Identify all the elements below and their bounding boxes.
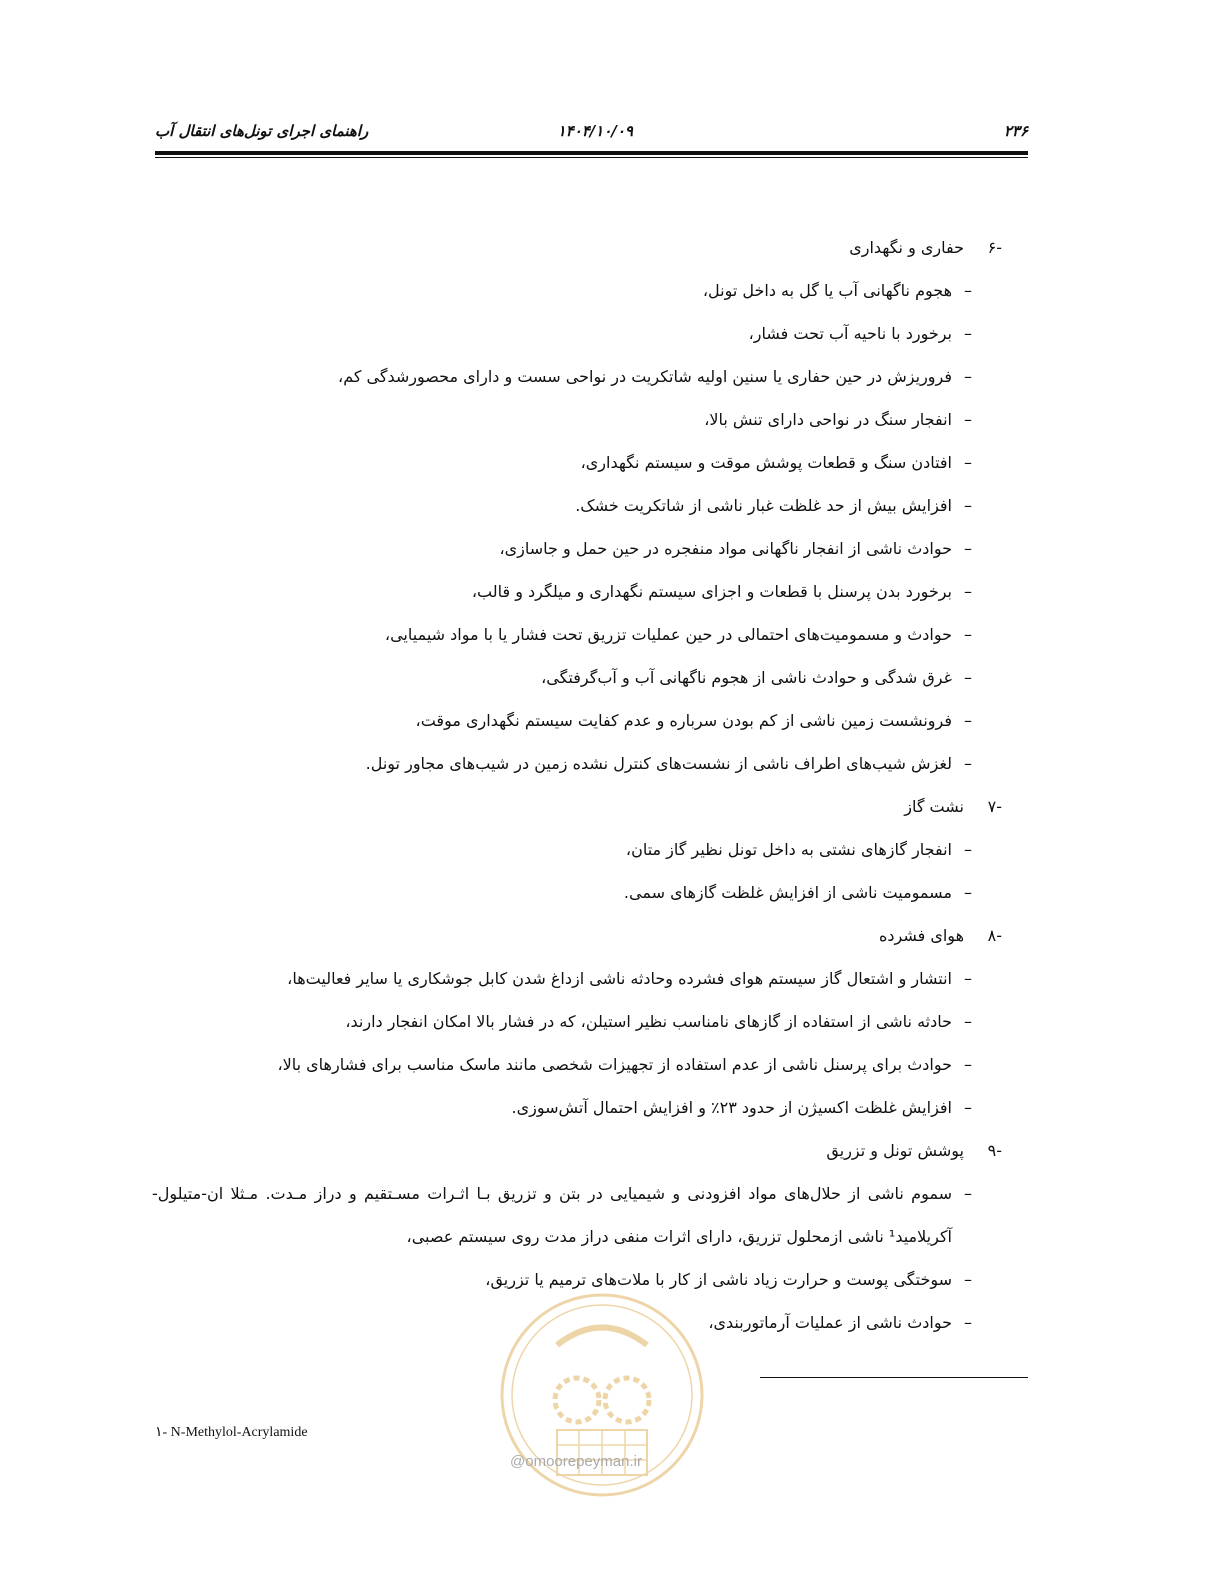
list-item [152, 1086, 1002, 1129]
list-item-text: برخورد بدن پرسنل با قطعات و اجزای سیستم نگهداری و میلگرد و قالب، [471, 582, 952, 601]
dash-bullet: – [964, 324, 972, 343]
list-item-text: حوادث ناشی از انفجار ناگهانی مواد منفجره در حین حمل و جاسازی، [499, 539, 952, 558]
list-item [152, 484, 1002, 527]
list-item [152, 269, 1002, 312]
list-item [152, 570, 1002, 613]
section-title: نشت گاز [904, 797, 964, 816]
list-item [152, 742, 1002, 785]
section-title: هوای فشرده [878, 926, 964, 945]
dash-bullet: – [964, 711, 972, 730]
dash-bullet: – [964, 496, 972, 515]
list-item-text: انتشار و اشتعال گاز سیستم هوای فشرده وحادثه ناشی ازداغ شدن کابل جوشکاری یا سایر فعالیت‌ها، [287, 969, 952, 988]
list-item-text: حادثه ناشی از استفاده از گازهای نامناسب نظیر استیلن، که در فشار بالا امکان انفجار دارند، [345, 1012, 952, 1031]
dash-bullet: – [964, 1184, 972, 1203]
section-heading [152, 914, 1002, 957]
list-item [152, 828, 1002, 871]
list-item [152, 355, 1002, 398]
list-item-text: سموم ناشی از حلال‌های مواد افزودنی و شیمیایی در بتن و تزریق بـا اثـرات مسـتقیم و دراز مـدت. مـثلا ان-متیلول-آکریلامید¹ ناشی ازمحلول تزریق، دارای اثرات منفی دراز مدت روی سیستم عصبی، [152, 1184, 952, 1246]
list-item [152, 398, 1002, 441]
list-item-text: حوادث ناشی از عملیات آرماتوربندی، [708, 1313, 952, 1332]
footnote: ۱- N-Methylol-Acrylamide [155, 1425, 308, 1440]
page-body [152, 226, 1002, 1344]
dash-bullet: – [964, 754, 972, 773]
list-item [152, 656, 1002, 699]
list-item-text: هجوم ناگهانی آب یا گل به داخل تونل، [702, 281, 952, 300]
dash-bullet: – [964, 539, 972, 558]
list-item-text: افتادن سنگ و قطعات پوشش موقت و سیستم نگهداری، [580, 453, 952, 472]
watermark-url-text: omoorepeyman.ir [525, 1453, 642, 1470]
list-item-text: غرق شدگی و حوادث ناشی از هجوم ناگهانی آب و آب‌گرفتگی، [541, 668, 952, 687]
footnote-rule [760, 1377, 1028, 1378]
list-item-text: انفجار گازهای نشتی به داخل تونل نظیر گاز متان، [625, 840, 952, 859]
list-item [152, 1043, 1002, 1086]
list-item [152, 613, 1002, 656]
section-number: -۸ [987, 926, 1002, 945]
dash-bullet: – [964, 1012, 972, 1031]
list-item-text: حوادث برای پرسنل ناشی از عدم استفاده از تجهیزات شخصی مانند ماسک مناسب برای فشارهای بالا، [277, 1055, 952, 1074]
list-item-text: افزایش غلظت اکسیژن از حدود ۲۳٪ و افزایش احتمال آتش‌سوزی. [511, 1098, 952, 1117]
list-item [152, 441, 1002, 484]
section-number: -۹ [987, 1141, 1002, 1160]
section-title: پوشش تونل و تزریق [826, 1141, 964, 1160]
header-rule-thick [155, 151, 1028, 155]
list-item [152, 312, 1002, 355]
dash-bullet: – [964, 367, 972, 386]
list-item [152, 1172, 1002, 1258]
section-heading [152, 1129, 1002, 1172]
dash-bullet: – [964, 969, 972, 988]
list-item [152, 871, 1002, 914]
dash-bullet: – [964, 668, 972, 687]
list-item [152, 1000, 1002, 1043]
section-number: -۷ [987, 797, 1002, 816]
dash-bullet: – [964, 1313, 972, 1332]
section-heading [152, 785, 1002, 828]
list-item-text: مسمومیت ناشی از افزایش غلظت گازهای سمی. [623, 883, 952, 902]
dash-bullet: – [964, 883, 972, 902]
document-title: راهنمای اجرای تونل‌های انتقال آب [155, 122, 369, 140]
dash-bullet: – [964, 1098, 972, 1117]
at-icon: @ [510, 1453, 526, 1470]
header-rule-thin [155, 157, 1028, 158]
header-date: ۱۴۰۴/۱۰/۰۹ [557, 122, 633, 140]
list-item-text: حوادث و مسمومیت‌های احتمالی در حین عملیات تزریق تحت فشار یا با مواد شیمیایی، [384, 625, 952, 644]
dash-bullet: – [964, 281, 972, 300]
dash-bullet: – [964, 410, 972, 429]
list-item-text: فرونشست زمین ناشی از کم بودن سرباره و عدم کفایت سیستم نگهداری موقت، [415, 711, 952, 730]
list-item-text: برخورد با ناحیه آب تحت فشار، [748, 324, 952, 343]
dash-bullet: – [964, 840, 972, 859]
dash-bullet: – [964, 1055, 972, 1074]
dash-bullet: – [964, 582, 972, 601]
list-item-text: انفجار سنگ در نواحی دارای تنش بالا، [704, 410, 952, 429]
list-item [152, 527, 1002, 570]
list-item-text: لغزش شیب‌های اطراف ناشی از نشست‌های کنترل نشده زمین در شیب‌های مجاور تونل. [365, 754, 952, 773]
dash-bullet: – [964, 1270, 972, 1289]
list-item-text: فروریزش در حین حفاری یا سنین اولیه شاتکریت در نواحی سست و دارای محصورشدگی کم، [338, 367, 952, 386]
list-item-text: سوختگی پوست و حرارت زیاد ناشی از کار با ملات‌های ترمیم یا تزریق، [485, 1270, 952, 1289]
section-number: -۶ [987, 238, 1002, 257]
page-header [155, 118, 1028, 148]
page-number: ۲۳۶ [1003, 122, 1028, 140]
list-item [152, 957, 1002, 1000]
section-heading [152, 226, 1002, 269]
list-item [152, 699, 1002, 742]
list-item-text: افزایش بیش از حد غلظت غبار ناشی از شاتکریت خشک. [575, 496, 952, 515]
dash-bullet: – [964, 453, 972, 472]
dash-bullet: – [964, 625, 972, 644]
section-title: حفاری و نگهداری [849, 238, 964, 257]
watermark-url [510, 1453, 642, 1470]
